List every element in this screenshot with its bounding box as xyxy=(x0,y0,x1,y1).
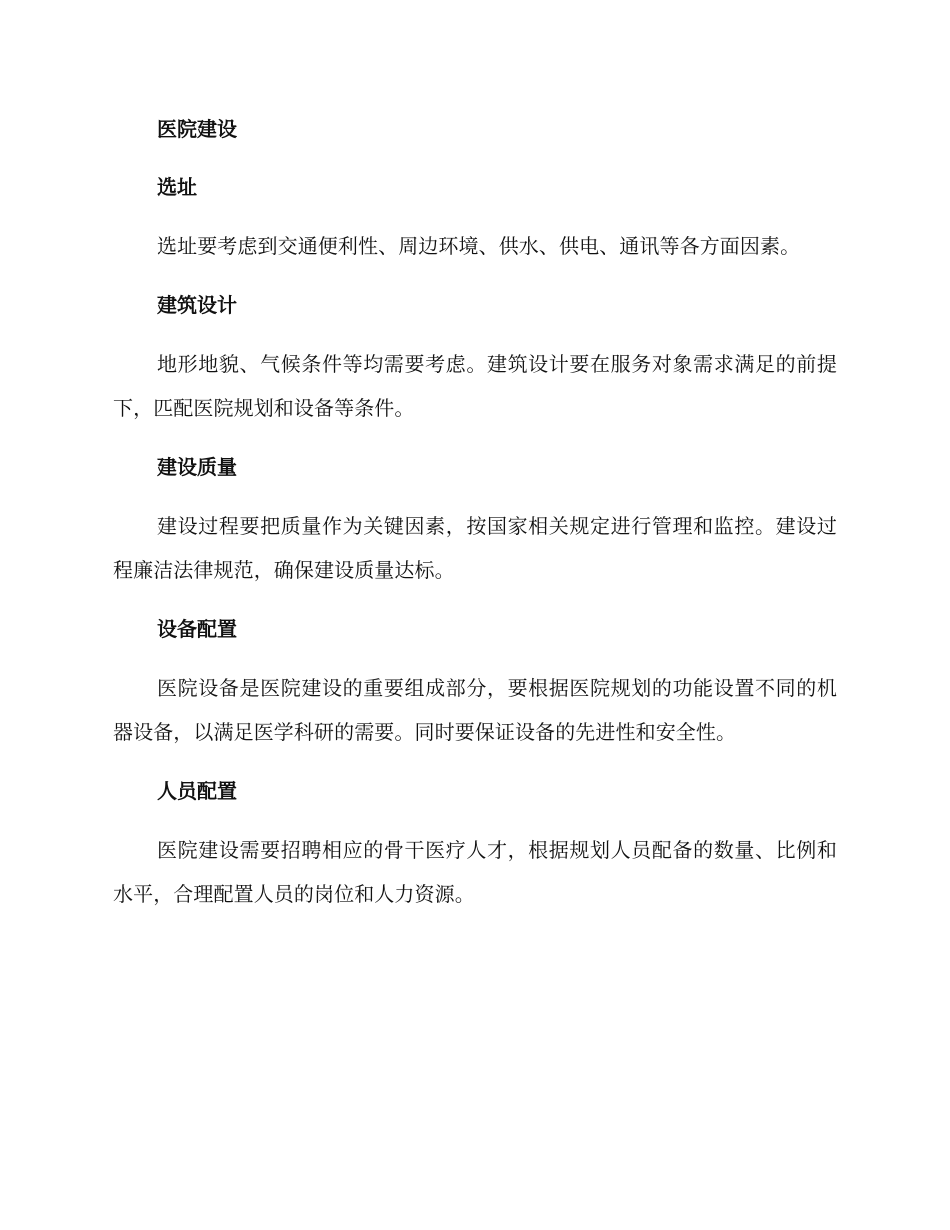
section-heading: 人员配置 xyxy=(157,779,237,803)
document-title: 医院建设 xyxy=(157,117,237,141)
section-architectural-design xyxy=(113,284,837,430)
section-staff-configuration xyxy=(113,770,837,916)
section-heading: 选址 xyxy=(157,175,197,199)
section-paragraph: 建设过程要把质量作为关键因素，按国家相关规定进行管理和监控。建设过程廉洁法律规范，确保建设质量达标。 xyxy=(113,514,837,582)
section-paragraph: 医院设备是医院建设的重要组成部分，要根据医院规划的功能设置不同的机器设备，以满足医学科研的需要。同时要保证设备的先进性和安全性。 xyxy=(113,676,837,744)
section-equipment-configuration xyxy=(113,608,837,754)
section-paragraph: 医院建设需要招聘相应的骨干医疗人才，根据规划人员配备的数量、比例和水平，合理配置人员的岗位和人力资源。 xyxy=(113,838,837,906)
section-heading: 建设质量 xyxy=(157,455,237,479)
section-heading: 建筑设计 xyxy=(157,293,237,317)
section-site-selection xyxy=(113,166,837,268)
document-content xyxy=(113,108,837,932)
section-construction-quality xyxy=(113,446,837,592)
section-paragraph: 选址要考虑到交通便利性、周边环境、供水、供电、通讯等各方面因素。 xyxy=(157,234,801,258)
section-paragraph: 地形地貌、气候条件等均需要考虑。建筑设计要在服务对象需求满足的前提下，匹配医院规划和设备等条件。 xyxy=(113,352,837,420)
section-heading: 设备配置 xyxy=(157,617,237,641)
